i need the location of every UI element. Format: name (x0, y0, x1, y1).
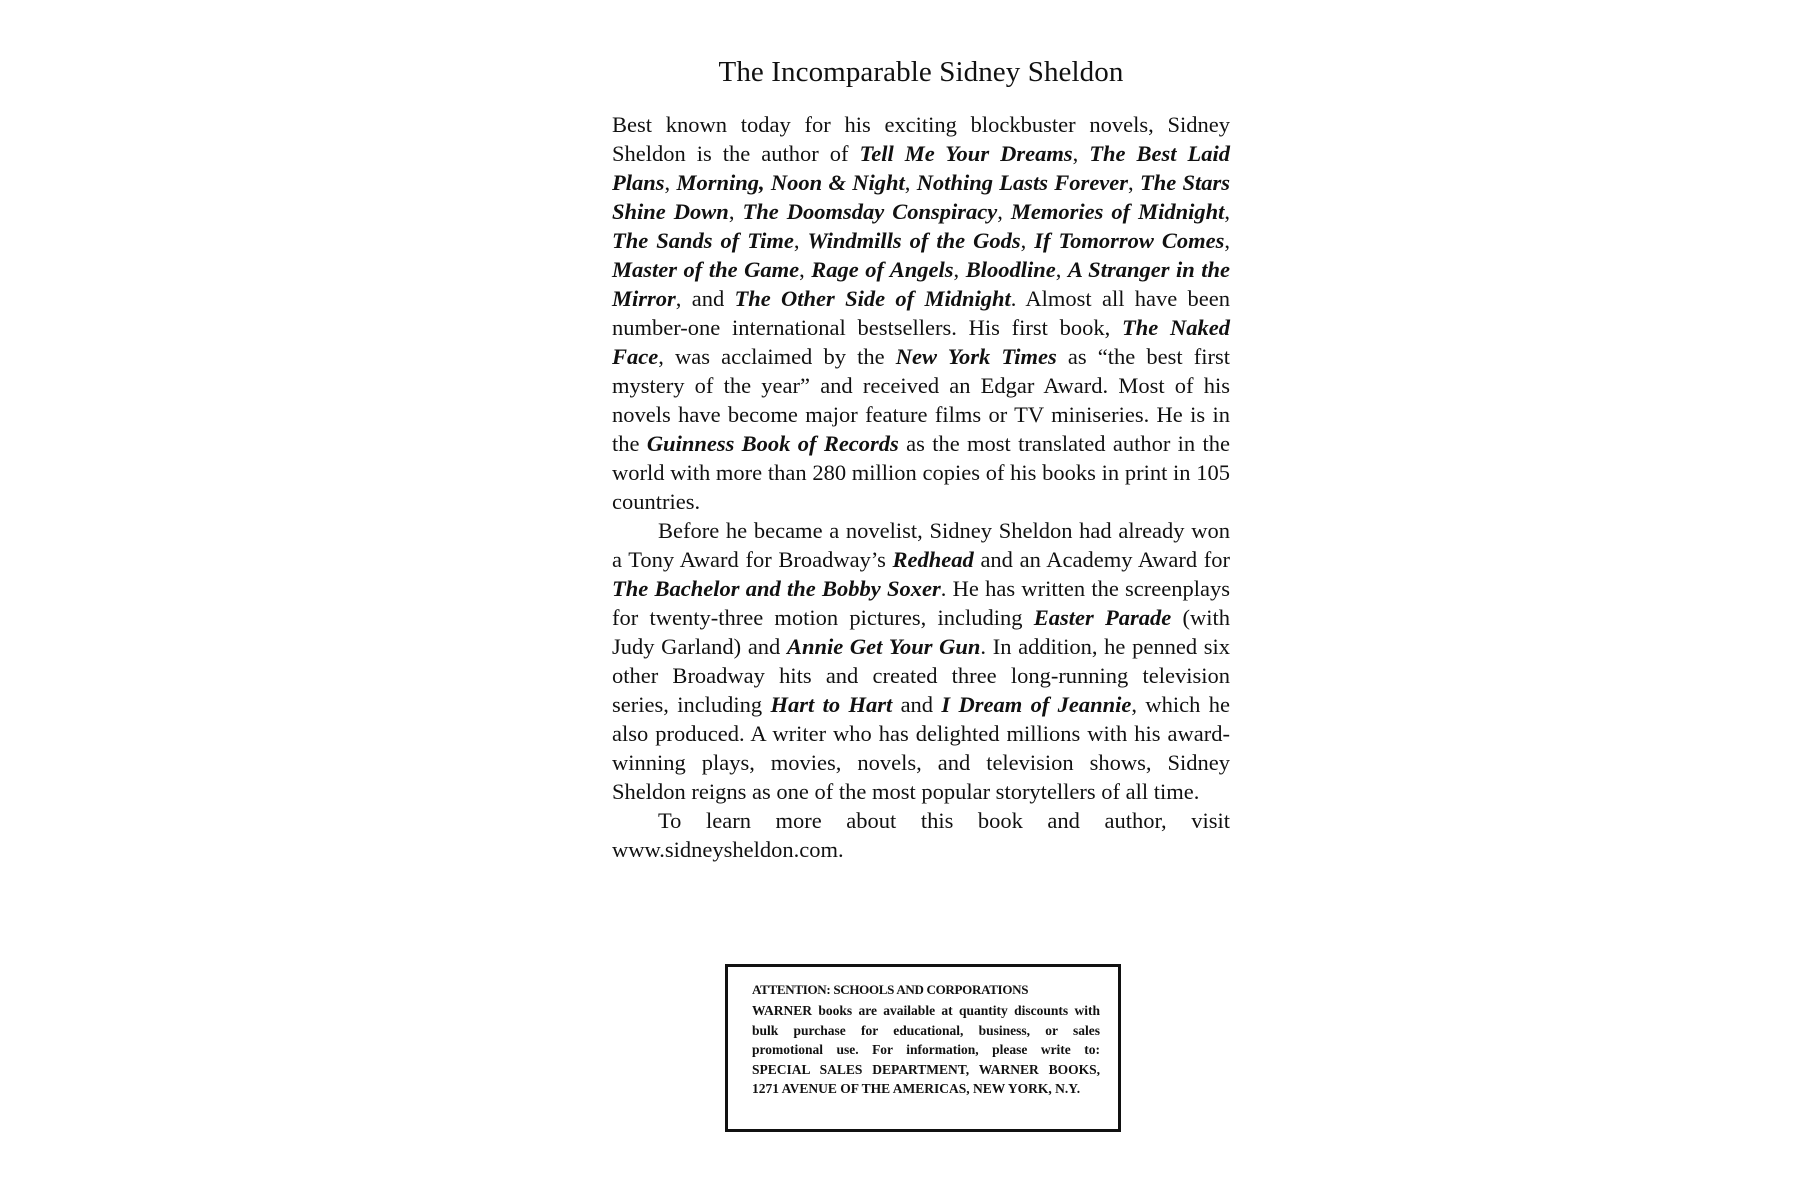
text-run: , which he also produced. A writer who has delighted millions with his award-winning plays, movies, novels, and television shows, Sidney Sheldon reigns as one of the most popular storytellers of all time. (612, 692, 1230, 804)
publication-title: New York Times (895, 344, 1057, 369)
text-run: , (728, 199, 743, 224)
series-title: Hart to Hart (770, 692, 893, 717)
text-run: , (1224, 199, 1231, 224)
book-title: Memories of Midnight (1010, 199, 1225, 224)
text-run: Best known today for his exciting blockbuster novels, Sidney Sheldon is the author of (612, 112, 1230, 166)
book-title: A Stranger in the Mirror (612, 257, 1231, 311)
paragraph-website: To learn more about this book and author, visit www.sidneysheldon.com. (612, 808, 1230, 862)
book-title: The Best Laid Plans (612, 141, 1230, 195)
notice-body: WARNER books are available at quantity discounts with bulk purchase for educational, business, or sales promotional use. For information, please write to: SPECIAL SALES DEPARTMENT, WARNER BOOKS, 1271 AVENUE OF THE AMERICAS, NEW YORK, N.Y. (752, 1003, 1100, 1097)
text-run: and (892, 692, 942, 717)
text-run: , (997, 199, 1011, 224)
book-title: If Tomorrow Comes (1034, 228, 1225, 253)
text-run: , (1055, 257, 1068, 282)
book-title: Rage of Angels (811, 257, 954, 282)
show-title: Redhead (892, 547, 974, 572)
series-title: I Dream of Jeannie (941, 692, 1132, 717)
book-title: Master of the Game (612, 257, 800, 282)
book-title: Bloodline (965, 257, 1056, 282)
page-title: The Incomparable Sidney Sheldon (718, 56, 1124, 88)
text-run: . Almost all have been number-one international bestsellers. His first book, (612, 286, 1231, 340)
text-run: , (953, 257, 966, 282)
text-run: , (1128, 170, 1140, 195)
book-title: Tell Me Your Dreams (859, 141, 1073, 166)
text-run: . He has written the screenplays for twenty-three motion pictures, including (612, 576, 1231, 630)
film-title: The Bachelor and the Bobby Soxer (612, 576, 941, 601)
book-title: Morning, Noon & Night (676, 170, 905, 195)
book-title: Windmills of the Gods (807, 228, 1021, 253)
paragraph-bibliography (612, 110, 1230, 516)
notice-heading: ATTENTION: SCHOOLS AND CORPORATIONS (752, 982, 1029, 997)
book-title: The Other Side of Midnight (734, 286, 1011, 311)
text-run: (with Judy Garland) and (612, 605, 1231, 659)
text-run: as the most translated author in the world with more than 280 million copies of his books in print in 105 countries. (612, 431, 1230, 514)
text-run: , (1224, 228, 1231, 253)
text-run: , (1020, 228, 1035, 253)
text-run: as “the best first mystery of the year” and received an Edgar Award. Most of his novels have become major feature films or TV miniseries. He is in the (612, 344, 1231, 456)
book-page (612, 52, 1231, 1097)
special-sales-notice (725, 964, 1121, 1132)
text-run: , (1072, 141, 1090, 166)
book-title: The Naked Face (612, 315, 1230, 369)
book-title: The Doomsday Conspiracy (742, 199, 998, 224)
paragraph-career (612, 516, 1230, 806)
film-title: Easter Parade (1033, 605, 1172, 630)
book-title: The Sands of Time (612, 228, 794, 253)
book-title: Nothing Lasts Forever (916, 170, 1129, 195)
publication-title: Guinness Book of Records (646, 431, 899, 456)
text-run: , (904, 170, 917, 195)
text-run: , (799, 257, 812, 282)
text-run: , was acclaimed by the (658, 344, 896, 369)
book-title: The Stars Shine Down (612, 170, 1231, 224)
text-run: , (664, 170, 677, 195)
film-title: Annie Get Your Gun (786, 634, 981, 659)
text-run: Before he became a novelist, Sidney Sheldon had already won a Tony Award for Broadway’s (612, 518, 1230, 572)
text-run: , (793, 228, 808, 253)
text-run: , and (675, 286, 735, 311)
text-run: and an Academy Award for (973, 547, 1230, 572)
text-run: . In addition, he penned six other Broadway hits and created three long-running television series, including (612, 634, 1231, 717)
